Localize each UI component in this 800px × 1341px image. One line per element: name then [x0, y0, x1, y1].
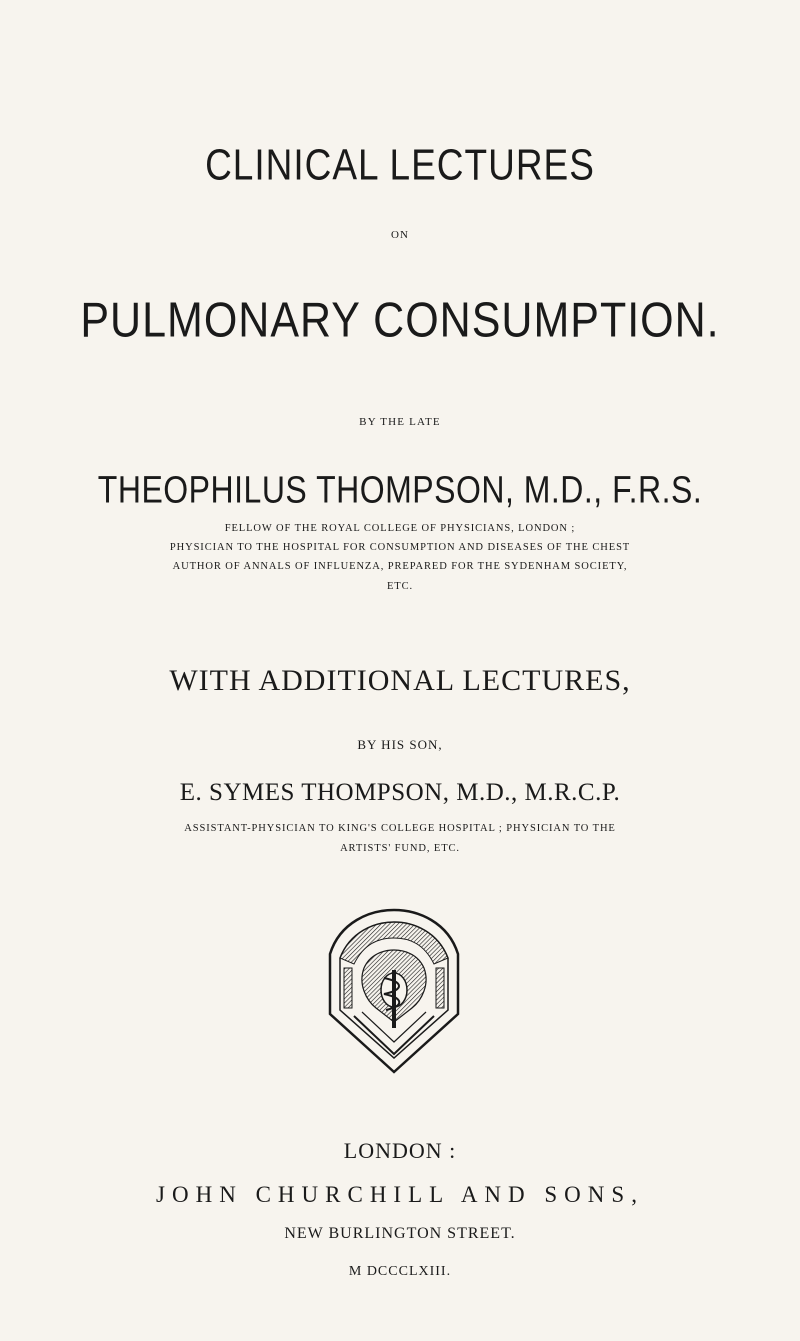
book-title-line-1: CLINICAL LECTURES [205, 140, 595, 190]
imprint-year: M DCCCLXIII. [348, 1264, 452, 1279]
son-credential: ASSISTANT-PHYSICIAN TO KING'S COLLEGE HOSPITAL ; PHYSICIAN TO THE [184, 823, 616, 834]
author-name: THEOPHILUS THOMPSON, M.D., F.R.S. [97, 467, 703, 511]
imprint-city: LONDON : [343, 1138, 457, 1163]
author-credential: PHYSICIAN TO THE HOSPITAL FOR CONSUMPTION AND DISEASES OF THE CHEST [169, 542, 631, 553]
author-credential: AUTHOR OF ANNALS OF INFLUENZA, PREPARED FOR THE SYDENHAM SOCIETY, [172, 561, 628, 572]
publisher-device-icon [320, 904, 468, 1076]
by-son-line: BY HIS SON, [357, 737, 443, 752]
by-line: BY THE LATE [359, 416, 441, 428]
book-title-line-2: PULMONARY CONSUMPTION. [80, 292, 720, 348]
book-title-on: ON [391, 229, 409, 241]
author-credential: ETC. [386, 581, 414, 592]
son-name: E. SYMES THOMPSON, M.D., M.R.C.P. [179, 779, 621, 806]
son-credential: ARTISTS' FUND, ETC. [340, 843, 460, 854]
author-credential: FELLOW OF THE ROYAL COLLEGE OF PHYSICIANS, LONDON ; [224, 523, 576, 534]
imprint-street: NEW BURLINGTON STREET. [284, 1225, 516, 1242]
additional-lectures-heading: WITH ADDITIONAL LECTURES, [169, 664, 631, 697]
imprint-publisher: JOHN CHURCHILL AND SONS, [156, 1182, 644, 1207]
